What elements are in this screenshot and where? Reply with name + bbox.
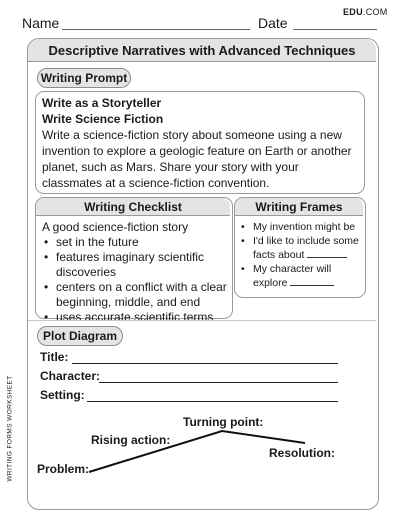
worksheet-title: Descriptive Narratives with Advanced Techniques bbox=[28, 39, 376, 62]
checklist-item: • uses accurate scientific terms bbox=[42, 310, 230, 325]
brand-name: EDU bbox=[343, 7, 363, 17]
setting-label: Setting: bbox=[40, 388, 85, 402]
plot-diagram-label: Plot Diagram bbox=[37, 326, 123, 346]
checklist-item: • set in the future bbox=[42, 235, 230, 250]
side-label: WRITING FORMS WORKSHEET bbox=[6, 375, 14, 482]
checklist-item: • centers on a conflict with a clear beginning, middle, and end bbox=[42, 280, 230, 310]
prompt-body: Write a science-fiction story about someone using a new invention to explore a geologic feature on Earth or another planet, such as Mars. Share your story with your classmates at a science-fiction convention. bbox=[42, 128, 352, 190]
brand-domain: .COM bbox=[362, 7, 388, 17]
frame-item-text: I'd like to include some facts about bbox=[253, 235, 359, 261]
resolution-label: Resolution: bbox=[269, 446, 335, 460]
date-label: Date bbox=[258, 15, 288, 31]
title-label: Title: bbox=[40, 350, 69, 364]
problem-label: Problem: bbox=[37, 462, 90, 476]
turning-point-label: Turning point: bbox=[183, 415, 264, 429]
frames-header: Writing Frames bbox=[235, 198, 363, 216]
prompt-line-1: Write as a Storyteller bbox=[42, 96, 162, 110]
checklist-item: • features imaginary scientific discoveries bbox=[42, 250, 230, 280]
writing-prompt-label: Writing Prompt bbox=[37, 68, 131, 88]
checklist-intro: A good science-fiction story bbox=[42, 220, 189, 234]
prompt-line-2: Write Science Fiction bbox=[42, 112, 164, 126]
frame-item-text: My character will explore bbox=[253, 263, 332, 289]
checklist-header: Writing Checklist bbox=[36, 198, 230, 216]
character-label: Character: bbox=[40, 369, 101, 383]
name-label: Name bbox=[22, 15, 60, 31]
frame-item-text: My invention might be bbox=[253, 221, 356, 233]
rising-action-label: Rising action: bbox=[91, 433, 171, 447]
